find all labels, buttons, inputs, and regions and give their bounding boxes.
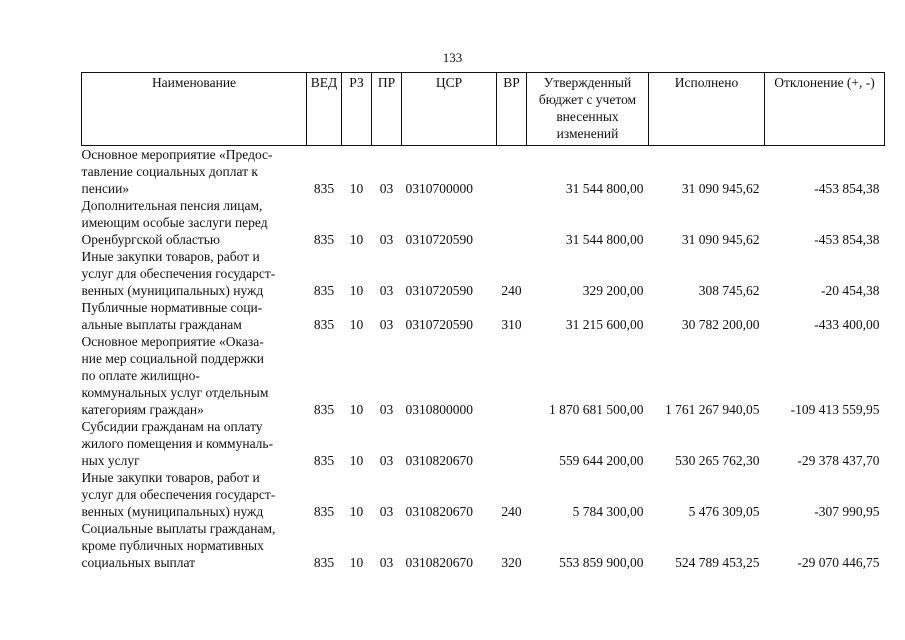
row-rz: 10 <box>349 555 364 570</box>
row-csr: 0310720590 <box>405 283 473 298</box>
row-ved: 835 <box>313 232 335 247</box>
row-ved: 835 <box>313 453 335 468</box>
row-rz: 10 <box>349 504 364 519</box>
row-csr: 0310820670 <box>405 555 473 570</box>
row-approved: 1 870 681 500,00 <box>549 402 644 417</box>
row-deviation: -453 854,38 <box>814 181 880 196</box>
header-pr: ПР <box>372 73 402 146</box>
row-pr: 03 <box>379 283 394 298</box>
header-approved: Утвержденный бюджет с учетом внесенных изменений <box>527 73 649 146</box>
row-vr: 310 <box>501 317 522 332</box>
row-executed: 31 090 945,62 <box>681 181 760 196</box>
row-name: Иные закупки товаров, работ и услуг для обеспечения государст- венных (муниципальных) нужд <box>81 470 276 519</box>
row-pr: 03 <box>379 555 394 570</box>
row-deviation: -29 070 446,75 <box>797 555 880 570</box>
page-number: 133 <box>442 50 463 65</box>
header-rz: РЗ <box>342 73 372 146</box>
row-executed: 530 265 762,30 <box>675 453 760 468</box>
row-deviation: -307 990,95 <box>814 504 880 519</box>
row-deviation: -20 454,38 <box>821 283 880 298</box>
row-vr <box>497 418 527 469</box>
table-row <box>82 469 885 520</box>
row-vr <box>497 197 527 248</box>
row-deviation: -433 400,00 <box>814 317 880 332</box>
table-body <box>82 146 885 572</box>
row-vr: 320 <box>501 555 522 570</box>
header-ved: ВЕД <box>307 73 342 146</box>
row-vr <box>497 146 527 198</box>
row-pr: 03 <box>379 504 394 519</box>
row-name: Публичные нормативные соци- альные выплаты гражданам <box>81 300 263 332</box>
row-pr: 03 <box>379 181 394 196</box>
row-ved: 835 <box>313 283 335 298</box>
row-rz: 10 <box>349 283 364 298</box>
row-pr: 03 <box>379 402 394 417</box>
row-approved: 31 215 600,00 <box>565 317 644 332</box>
budget-table <box>81 72 885 571</box>
row-rz: 10 <box>349 232 364 247</box>
row-csr: 0310720590 <box>405 317 473 332</box>
header-executed: Исполнено <box>649 73 765 146</box>
row-csr: 0310700000 <box>405 181 473 196</box>
row-deviation: -453 854,38 <box>814 232 880 247</box>
row-name: Основное мероприятие «Предос- тавление социальных доплат к пенсии» <box>81 147 273 196</box>
row-deviation: -29 378 437,70 <box>797 453 880 468</box>
row-approved: 329 200,00 <box>582 283 644 298</box>
row-executed: 31 090 945,62 <box>681 232 760 247</box>
row-approved: 31 544 800,00 <box>565 181 644 196</box>
header-vr: ВР <box>497 73 527 146</box>
header-deviation: Отклонение (+, -) <box>765 73 885 146</box>
table-row <box>82 146 885 198</box>
row-ved: 835 <box>313 402 335 417</box>
table-row <box>82 248 885 299</box>
row-executed: 5 476 309,05 <box>688 504 760 519</box>
row-name: Дополнительная пенсия лицам, имеющим особые заслуги перед Оренбургской областью <box>81 198 268 247</box>
row-rz: 10 <box>349 453 364 468</box>
row-csr: 0310720590 <box>405 232 473 247</box>
row-rz: 10 <box>349 402 364 417</box>
row-executed: 308 745,62 <box>698 283 760 298</box>
row-vr: 240 <box>501 283 522 298</box>
row-name: Социальные выплаты гражданам, кроме публичных нормативных социальных выплат <box>81 521 276 570</box>
row-approved: 559 644 200,00 <box>559 453 644 468</box>
table-row <box>82 299 885 333</box>
row-vr: 240 <box>501 504 522 519</box>
table-row <box>82 520 885 571</box>
row-name: Основное мероприятие «Оказа- ние мер социальной поддержки по оплате жилищно- коммунальных услуг отдельным категориям граждан» <box>81 334 269 417</box>
table-row <box>82 418 885 469</box>
row-pr: 03 <box>379 453 394 468</box>
table-row <box>82 197 885 248</box>
row-pr: 03 <box>379 317 394 332</box>
row-rz: 10 <box>349 181 364 196</box>
row-vr <box>497 333 527 418</box>
table-row <box>82 333 885 418</box>
row-executed: 1 761 267 940,05 <box>665 402 760 417</box>
header-csr: ЦСР <box>402 73 497 146</box>
row-approved: 31 544 800,00 <box>565 232 644 247</box>
row-csr: 0310820670 <box>405 453 473 468</box>
row-ved: 835 <box>313 555 335 570</box>
row-executed: 30 782 200,00 <box>681 317 760 332</box>
header-name: Наименование <box>82 73 307 146</box>
row-pr: 03 <box>379 232 394 247</box>
row-rz: 10 <box>349 317 364 332</box>
row-approved: 5 784 300,00 <box>572 504 644 519</box>
row-ved: 835 <box>313 504 335 519</box>
row-executed: 524 789 453,25 <box>675 555 760 570</box>
table-header <box>82 73 885 146</box>
row-name: Субсидии гражданам на оплату жилого помещения и коммуналь- ных услуг <box>81 419 274 468</box>
row-deviation: -109 413 559,95 <box>790 402 880 417</box>
row-ved: 835 <box>313 317 335 332</box>
row-csr: 0310800000 <box>405 402 473 417</box>
row-ved: 835 <box>313 181 335 196</box>
row-csr: 0310820670 <box>405 504 473 519</box>
row-name: Иные закупки товаров, работ и услуг для обеспечения государст- венных (муниципальных) нужд <box>81 249 276 298</box>
row-approved: 553 859 900,00 <box>559 555 644 570</box>
